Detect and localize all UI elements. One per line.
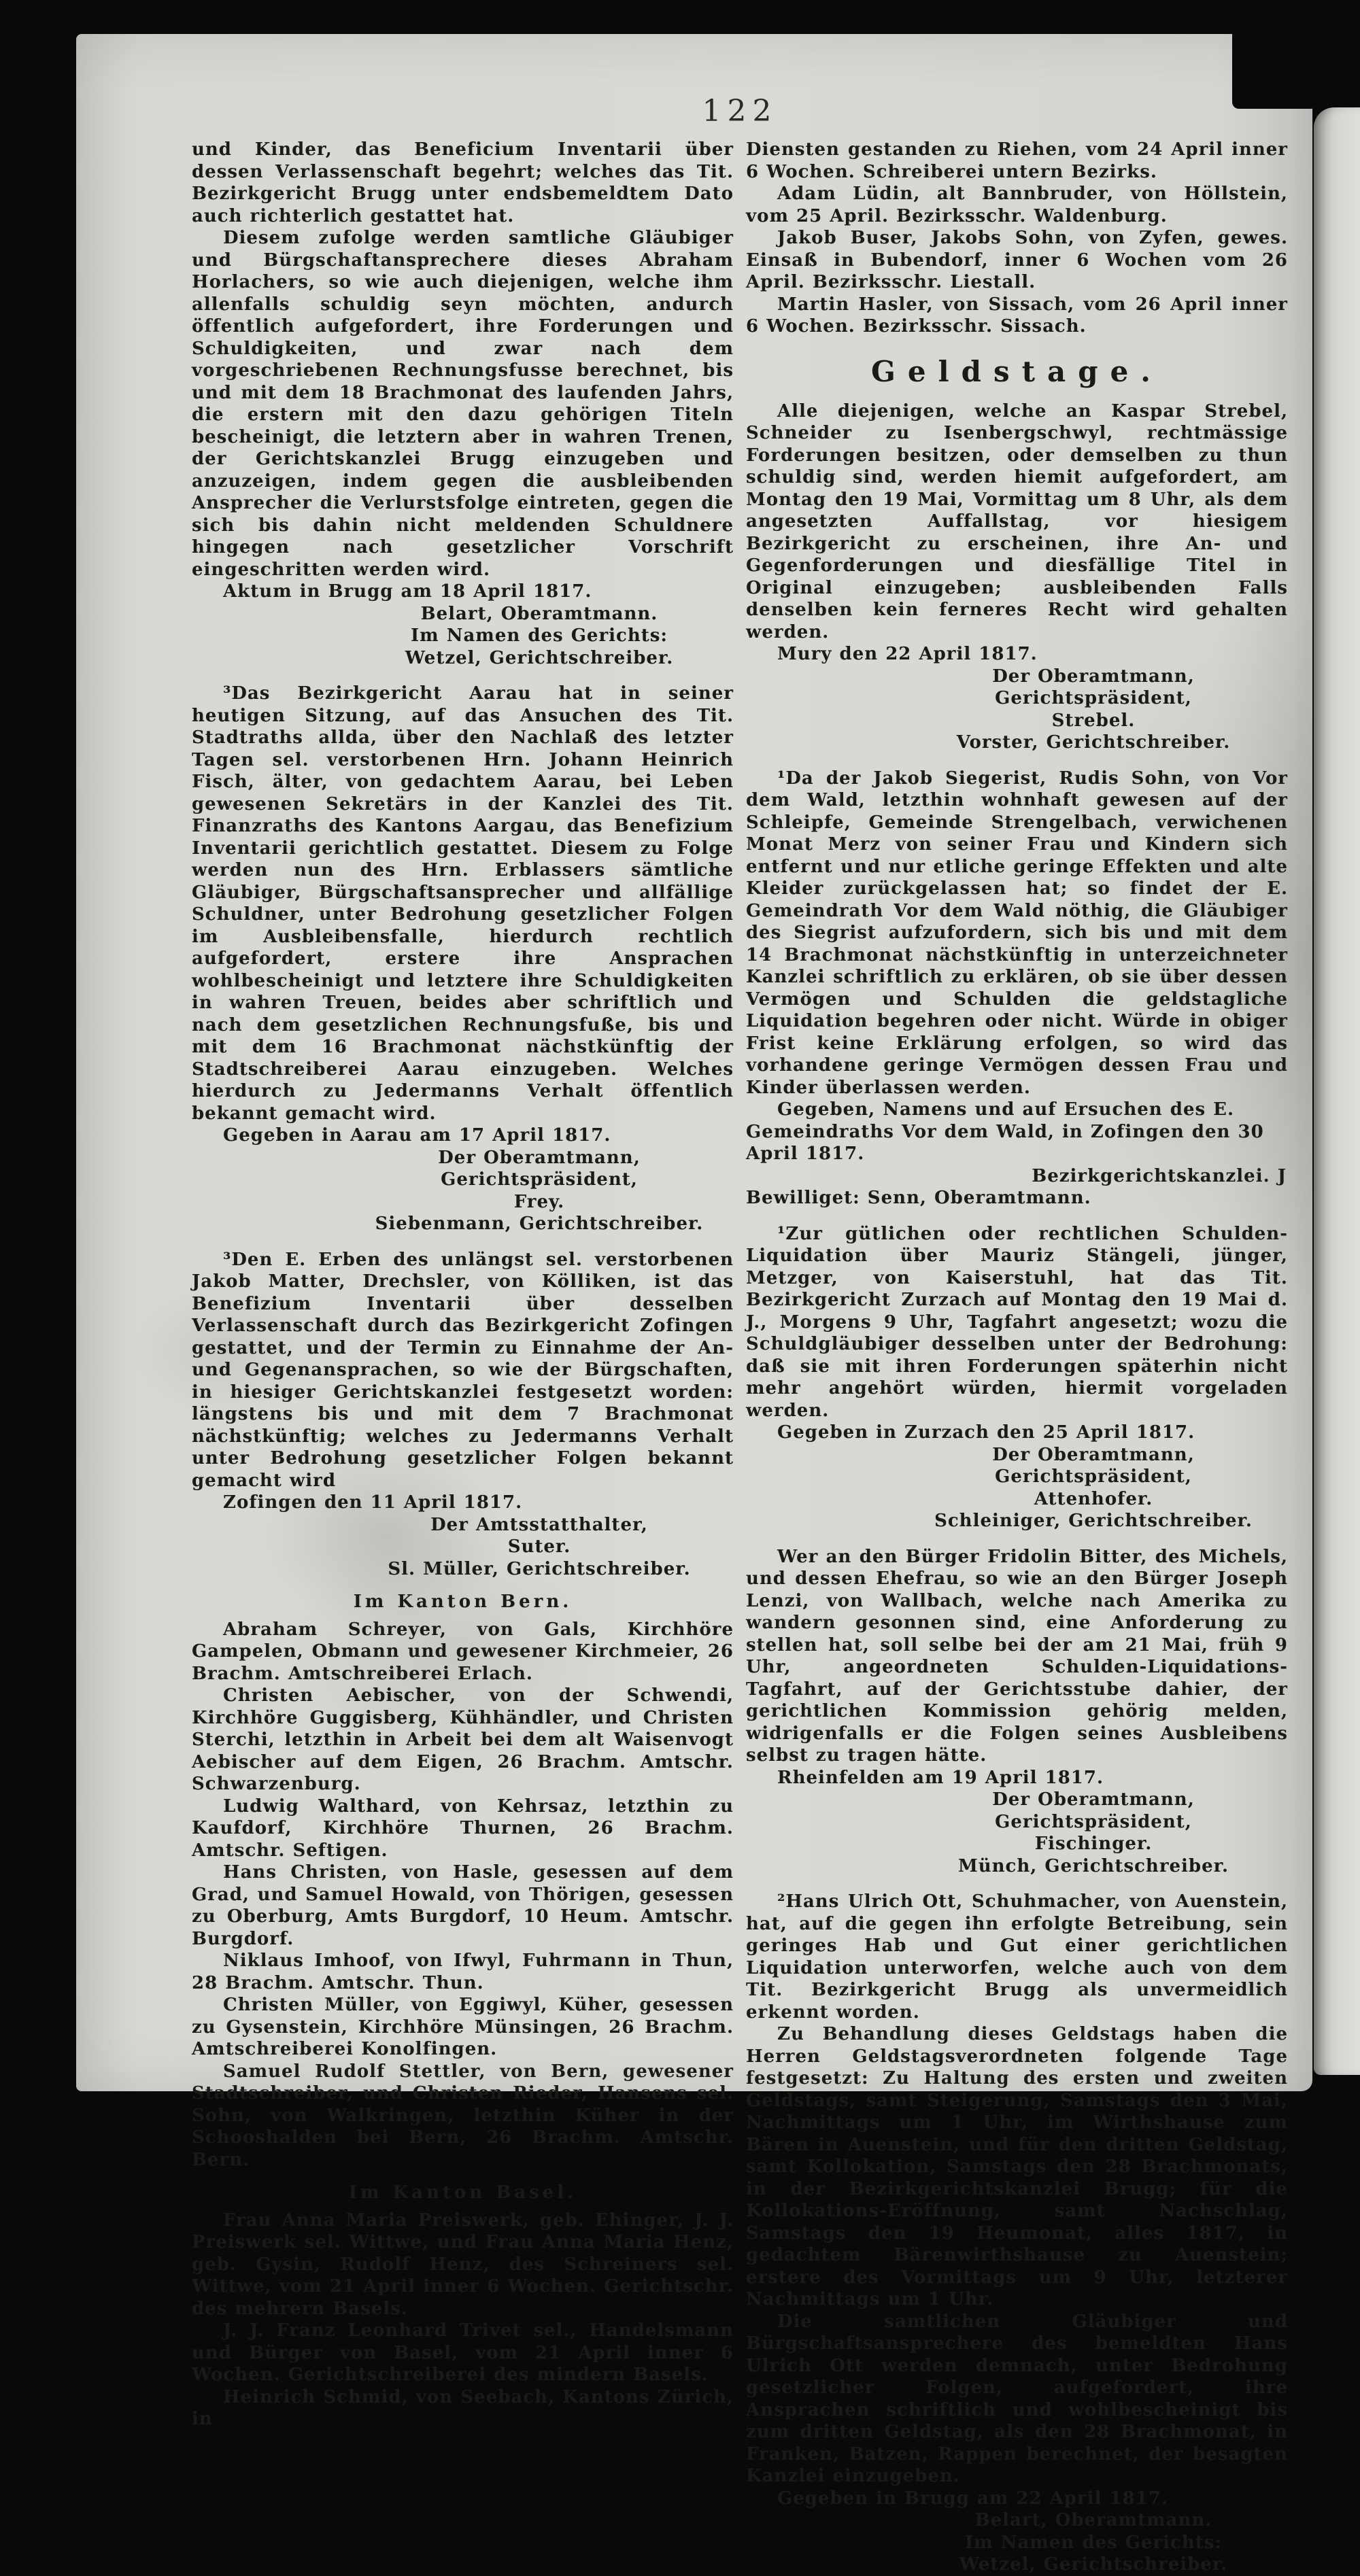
signature-line: Suter. [507,1536,571,1557]
dateline: Gegeben in Zurzach den 25 April 1817. [777,1422,1195,1443]
section-heading: Im Kanton Basel. [348,2182,577,2203]
dateline: Mury den 22 April 1817. [777,644,1038,664]
signature-line: Der Oberamtmann, Gerichtspräsident, [992,1789,1195,1832]
paragraph: Wer an den Bürger Fridolin Bitter, des Michels, und dessen Ehefrau, so wie an den Bürger Joseph Lenzi, von Wallbach, welche nach Amerika zu wandern gesonnen sind, eine Anforderung zu stellen hat, soll selbe bei der am 21 Mai, früh 9 Uhr, angeordneten Schulden-Liquidations-Tagfahrt, auf der Gerichtsstube dahier, der gerichtlichen Kommission gehörig melden, widrigenfalls er die Folgen seines Ausbleibens selbst zu tragen hätte. [746,1546,1288,1766]
signature-line: Strebel. [1051,710,1136,731]
paragraph: Martin Hasler, von Sissach, vom 26 April inner 6 Wochen. Bezirksschr. Sissach. [746,294,1288,337]
paragraph: Diesem zufolge werden samtliche Gläubiger und Bürgschaftansprechere dieses Abraham Horlachers, so wie auch diejenigen, welche ihm allenfalls schuldig seyn möchten, andurch öffentlich aufgefordert, ihre Forderungen und Schuldigkeiten, und zwar nach dem vorgeschriebenen Rechnungsfusse berechnet, bis und mit dem 18 Brachmonat des laufenden Jahrs, die erstern mit den dazu gehörigen Titeln bescheinigt, die letztern aber in wahren Trenen, der Gerichtskanzlei Brugg einzugeben und anzuzeigen, indem gegen die ausbleibenden Ansprecher die Verlurstsfolge eintreten, gegen die sich bis dahin nicht meldenden Schuldnere hingegen nach gesetzlicher Vorschrift eingeschritten werden wird. [192,228,734,580]
signature-line: Attenhofer. [1034,1488,1153,1509]
dateline: Gegeben in Aarau am 17 April 1817. [223,1125,611,1146]
signature-line: Sl. Müller, Gerichtschreiber. [388,1558,691,1579]
dateline: Aktum in Brugg am 18 April 1817. [223,581,592,602]
paragraph: Zu Behandlung dieses Geldstags haben die Herren Geldstagsverordneten folgende Tage festgesetzt: Zu Haltung des ersten und zweiten Geldstags, samt Steigerung, Samstags den 3 Mai, Nachmittags um 1 Uhr, im Wirthshause zum Bären in Auenstein, und für den dritten Geldstag, samt Kollokation, Samstags den 28 Brachmonats, in der Bezirkgerichtskanzlei Brugg; für die Kollokations-Eröffnung, samt Nachschlag, Samstags den 19 Heumonat, alles 1817, in gedachtem Bärenwirthshause zu Auenstein; erstere des Vormittags um 9 Uhr, letzterer Nachmittags um 1 Uhr. [746,2024,1288,2309]
paragraph: Hans Christen, von Hasle, gesessen auf dem Grad, und Samuel Howald, von Thörigen, gesessen zu Oberburg, Amts Burgdorf, 10 Heum. Amtschr. Burgdorf. [192,1862,734,1949]
paragraph: ¹Da der Jakob Siegerist, Rudis Sohn, von Vor dem Wald, letzthin wohnhaft gewesen auf der Schleipfe, Gemeinde Strengelbach, verwichenen Monat Merz von seiner Frau und Kindern sich entfernt und nur etliche geringe Effekten und alte Kleider zurückgelassen hat; so findet der E. Gemeindrath Vor dem Wald nöthig, die Gläubiger des Siegrist aufzufordern, sich bis und mit dem 14 Brachmonat nächstkünftig in unterzeichneter Kanzlei schriftlich zu erklären, ob sie über dessen Vermögen und Schulden die geldstagliche Liquidation begehren oder nicht. Würde in obiger Frist keine Erklärung erfolgen, so wird das vorhandene geringe Vermögen dessen Frau und Kinder überlassen werden. [746,768,1288,1098]
signature-line: Siebenmann, Gerichtschreiber. [375,1214,704,1234]
signature-line: Wetzel, Gerichtschreiber. [959,2554,1228,2575]
page-number: 122 [702,94,778,128]
paragraph: ¹Zur gütlichen oder rechtlichen Schulden-Liquidation über Mauriz Stängeli, jünger, Metzger, von Kaiserstuhl, hat das Tit. Bezirkgericht Zurzach auf Montag den 19 Mai d. J., Morgens 9 Uhr, Tagfahrt angesetzt; wozu die Schuldgläubiger desselben unter der Bedrohung: daß sie mit ihren Forderungen späterhin nicht mehr angehört würden, hiermit vorgeladen werden. [746,1223,1288,1421]
paragraph: ³Den E. Erben des unlängst sel. verstorbenen Jakob Matter, Drechsler, von Kölliken, ist das Benefizium Inventarii über desselben Verlassenschaft durch das Bezirkgericht Zofingen gestattet, und der Termin zu Einnahme der An- und Gegenansprachen, so wie der Bürgschaften, in hiesiger Gerichtskanzlei festgesetzt worden: längstens bis und mit dem 7 Brachmonat nächstkünftig; welches zu Jedermanns Verhalt unter Bedrohung gesetzlicher Folgen bekannt gemacht wird [192,1249,734,1491]
signature-line: Belart, Oberamtmann. [974,2510,1212,2530]
paragraph: Ludwig Walthard, von Kehrsaz, letzthin zu Kaufdorf, Kirchhöre Thurnen, 26 Brachm. Amtschr. Seftigen. [192,1796,734,1861]
paragraph: Diensten gestanden zu Riehen, vom 24 April inner 6 Wochen. Schreiberei untern Bezirks. [746,139,1288,182]
paragraph: Abraham Schreyer, von Gals, Kirchhöre Gampelen, Obmann und gewesener Kirchmeier, 26 Brachm. Amtschreiberei Erlach. [192,1619,734,1684]
dateline: Gegeben, Namens und auf Ersuchen des E. Gemeindraths Vor dem Wald, in Zofingen den 30 April 1817. [746,1099,1264,1164]
paragraph: Christen Aebischer, von der Schwendi, Kirchhöre Guggisberg, Kühhändler, und Christen Sterchi, letzthin in Arbeit bei dem alt Waisenvogt Aebischer auf dem Eigen, 26 Brachm. Amtschr. Schwarzenburg. [192,1685,734,1794]
signature-line: Frey. [513,1191,565,1212]
signature-line: Im Namen des Gerichts: [964,2532,1223,2553]
dateline: Zofingen den 11 April 1817. [223,1492,523,1513]
paragraph: und Kinder, das Beneficium Inventarii über dessen Verlassenschaft begehrt; welches das Tit. Bezirkgericht Brugg unter endsbemeldtem Dato auch richterlich gestattet hat. [192,139,734,226]
dateline: Gegeben in Brugg am 22 April 1817. [777,2488,1168,2509]
signature-line: Im Namen des Gerichts: [410,625,668,646]
signature-line: Fischinger. [1034,1834,1153,1854]
printed-area [192,94,1288,2576]
signature-line: Der Oberamtmann, Gerichtspräsident, [992,666,1195,708]
book-page [76,34,1312,2575]
paragraph: Jakob Buser, Jakobs Sohn, von Zyfen, gewes. Einsaß in Bubendorf, inner 6 Wochen vom 26 April. Bezirksschr. Liestall. [746,228,1288,292]
paragraph: Die samtlichen Gläubiger und Bürgschaftsansprechere des bemeldten Hans Ulrich Ott werden demnach, unter Bedrohung gesetzlicher Folgen, aufgefordert, ihre Ansprachen schriftlich und wohlbescheinigt bis zum dritten Geldstag, als den 28 Brachmonat, in Franken, Batzen, Rappen berechnet, der besagten Kanzlei einzugeben. [746,2311,1288,2486]
signature-line: Der Oberamtmann, Gerichtspräsident, [438,1147,641,1190]
section-heading: Im Kanton Bern. [353,1592,573,1612]
paragraph: Samuel Rudolf Stettler, von Bern, gewesener Stadtschreiber, und Christen Rieder, Hansens sel. Sohn, von Walkringen, letzthin Küher in der Schooshalden bei Bern, 26 Brachm. Amtschr. Bern. [192,2061,734,2170]
signature-line: Der Oberamtmann, Gerichtspräsident, [992,1444,1195,1487]
section-heading: Geldstage. [871,354,1163,388]
signature-line: Münch, Gerichtschreiber. [957,1855,1229,1876]
signature-line: Belart, Oberamtmann. [420,603,658,624]
signature-line: Schleiniger, Gerichtschreiber. [934,1511,1253,1531]
paragraph: Adam Lüdin, alt Bannbruder, von Höllstein, vom 25 April. Bezirksschr. Waldenburg. [746,184,1288,226]
text-columns [192,139,1288,2576]
paragraph: Niklaus Imhoof, von Ifwyl, Fuhrmann in Thun, 28 Brachm. Amtschr. Thun. [192,1951,734,1993]
paragraph: Alle diejenigen, welche an Kaspar Strebel, Schneider zu Isenbergschwyl, rechtmässige Forderungen besitzen, oder demselben zu thun schuldig sind, werden hiemit aufgefordert, am Montag den 19 Mai, Vormittag um 8 Uhr, als dem angesetzten Auffallstag, vor hiesigem Bezirkgericht zu erscheinen, ihre An- und Gegenforderungen und diesfällige Titel in Original einzugeben; ausbleibenden Falls denselben kein ferneres Recht wird gehalten werden. [746,400,1288,642]
signature-line: Der Amtsstatthalter, [430,1514,648,1535]
paragraph: Christen Müller, von Eggiwyl, Küher, gesessen zu Gysenstein, Kirchhöre Münsingen, 26 Brachm. Amtschreiberei Konolfingen. [192,1995,734,2059]
left-column [192,139,734,2431]
paragraph: ²Hans Ulrich Ott, Schuhmacher, von Auenstein, hat, auf die gegen ihn erfolgte Betreibung, sein geringes Hab und Gut einer gerichtlichen Liquidation unterworfen, welche auch von dem Tit. Bezirkgericht Brugg als unvermeidlich erkennt worden. [746,1891,1288,2023]
paragraph: Frau Anna Maria Preiswerk, geb. Ehinger, J. J. Preiswerk sel. Wittwe, und Frau Anna Maria Henz, geb. Gysin, Rudolf Henz, des Schreiners sel. Wittwe, vom 21 April inner 6 Wochen. Gerichtschr. des mehrern Basels. [192,2210,734,2319]
adjacent-page-edge [1314,107,1360,2075]
page-corner-notch [1232,0,1315,109]
dateline: Rheinfelden am 19 April 1817. [777,1767,1104,1788]
paragraph: Heinrich Schmid, von Seebach, Kantons Zürich, in [192,2386,734,2429]
paragraph: ³Das Bezirkgericht Aarau hat in seiner heutigen Sitzung, auf das Ansuchen des Tit. Stadtraths allda, über den Nachlaß des letzter Tagen sel. verstorbenen Hrn. Johann Heinrich Fisch, älter, von gedachtem Aarau, bei Leben gewesenen Sekretärs in der Kanzlei des Tit. Finanzraths des Kantons Aargau, das Benefizium Inventarii gerichtlich gestattet. Diesem zu Folge werden nun des Hrn. Erblassers sämtliche Gläubiger, Bürgschaftsansprecher und allfällige Schuldner, unter Bedrohung gesetzlicher Folgen im Ausbleibensfalle, hierdurch rechtlich aufgefordert, erstere ihre Ansprachen wohlbescheinigt und letztere ihre Schuldigkeiten in wahren Treuen, beides aber schriftlich und nach dem gesetzlichen Rechnungsfuße, bis und mit dem 16 Brachmonat nächstkünftig der Stadtschreiberei Aarau einzugeben. Welches hierdurch zu Jedermanns Verhalt öffentlich bekannt gemacht wird. [192,683,734,1124]
paragraph: J. J. Franz Leonhard Trivet sel., Handelsmann und Bürger von Basel, vom 21 April inner 6 Wochen. Gerichtschreiberei des mindern Basels. [192,2320,734,2385]
signature-line: Vorster, Gerichtschreiber. [956,732,1231,753]
right-column [746,139,1288,2576]
signature-line: Wetzel, Gerichtschreiber. [405,647,674,668]
paragraph: Bewilliget: Senn, Oberamtmann. [746,1188,1091,1208]
signature-line: Bezirkgerichtskanzlei. J [1032,1165,1287,1186]
